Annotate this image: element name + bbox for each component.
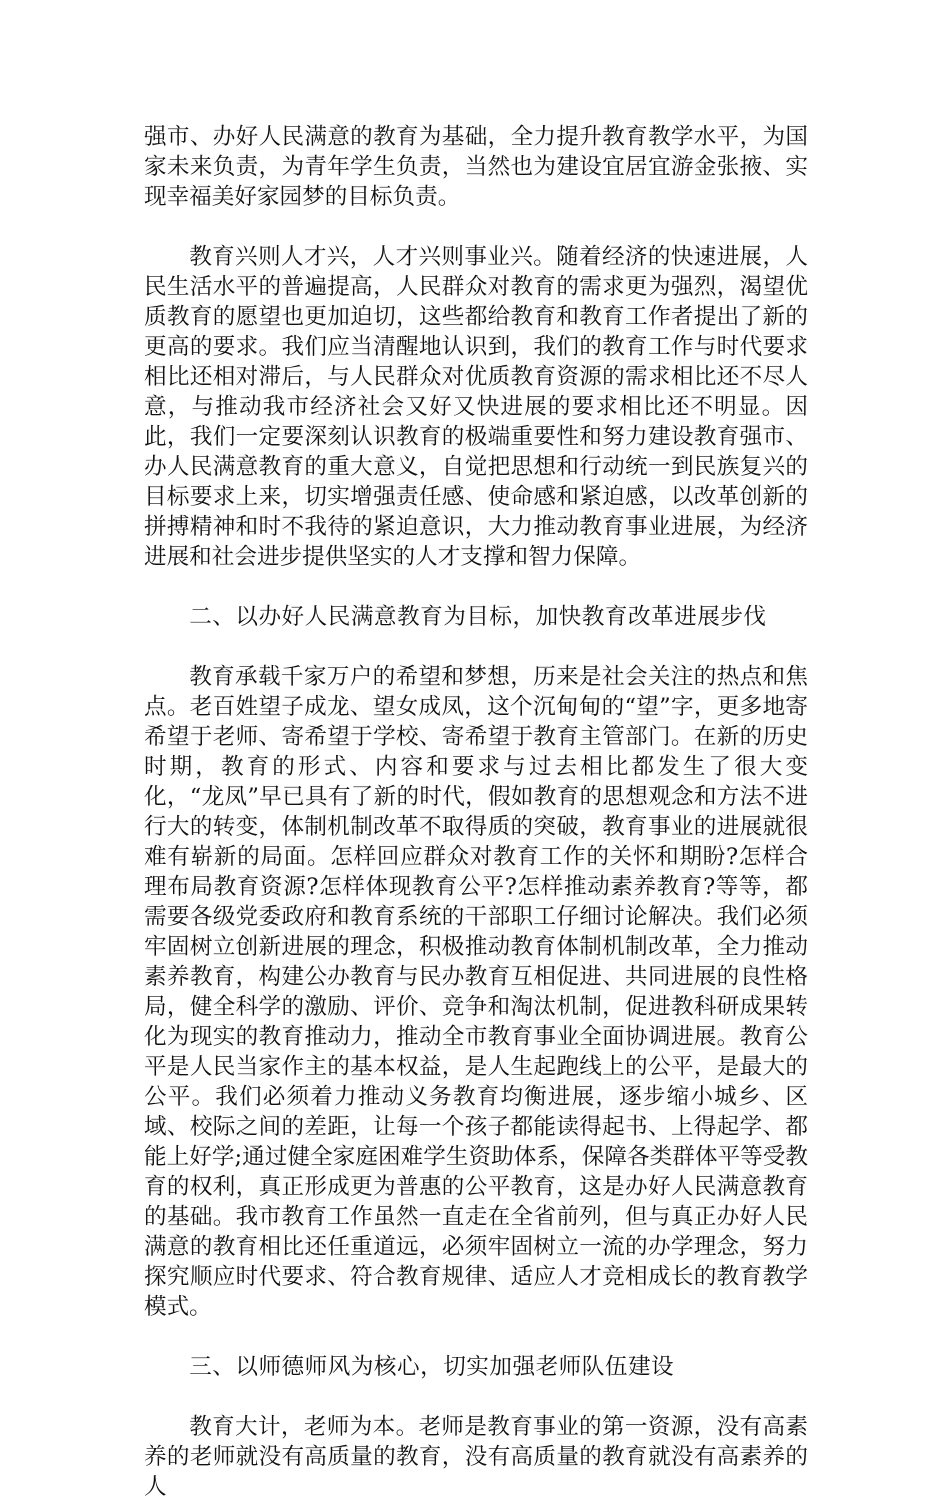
section-heading: 三、以师德师风为核心，切实加强老师队伍建设 [189,1354,675,1380]
body-paragraph: 教育承载千家万户的希望和梦想，历来是社会关注的热点和焦点。老百姓望子成龙、望女成凤，这个沉甸甸的“望”字，更多地寄希望于老师、寄希望于学校、寄希望于教育主管部门。在新的历史时期，教育的形式、内容和要求与过去相比都发生了很大变化，“龙凤”早已具有了新的时代，假如教育的思想观念和方法不进行大的转变，体制机制改革不取得质的突破，教育事业的进展就很难有崭新的局面。怎样回应群众对教育工作的关怀和期盼?怎样合理布局教育资源?怎样体现教育公平?怎样推动素养教育?等等，都需要各级党委政府和教育系统的干部职工仔细讨论解决。我们必须牢固树立创新进展的理念，积极推动教育体制机制改革，全力推动素养教育，构建公办教育与民办教育互相促进、共同进展的良性格局，健全科学的激励、评价、竞争和淘汰机制，促进教科研成果转化为现实的教育推动力，推动全市教育事业全面协调进展。教育公平是人民当家作主的基本权益，是人生起跑线上的公平，是最大的公平。我们必须着力推动义务教育均衡进展，逐步缩小城乡、区域、校际之间的差距，让每一个孩子都能读得起书、上得起学、都能上好学;通过健全家庭困难学生资助体系，保障各类群体平等受教育的权利，真正形成更为普惠的公平教育，这是办好人民满意教育的基础。我市教育工作虽然一直走在全省前列，但与真正办好人民满意的教育相比还任重道远，必须牢固树立一流的办学理念，努力探究顺应时代要求、符合教育规律、适应人才竞相成长的教育教学模式。 [144,664,808,1320]
document-body [144,122,808,1502]
body-paragraph: 教育大计，老师为本。老师是教育事业的第一资源，没有高素养的老师就没有高质量的教育，没有高质量的教育就没有高素养的人 [144,1414,808,1500]
body-paragraph: 教育兴则人才兴，人才兴则事业兴。随着经济的快速进展，人民生活水平的普遍提高，人民群众对教育的需求更为强烈，渴望优质教育的愿望也更加迫切，这些都给教育和教育工作者提出了新的更高的要求。我们应当清醒地认识到，我们的教育工作与时代要求相比还相对滞后，与人民群众对优质教育资源的需求相比还不尽人意，与推动我市经济社会又好又快进展的要求相比还不明显。因此，我们一定要深刻认识教育的极端重要性和努力建设教育强市、办人民满意教育的重大意义，自觉把思想和行动统一到民族复兴的目标要求上来，切实增强责任感、使命感和紧迫感，以改革创新的拼搏精神和时不我待的紧迫意识，大力推动教育事业进展，为经济进展和社会进步提供坚实的人才支撑和智力保障。 [144,244,808,570]
body-paragraph: 强市、办好人民满意的教育为基础，全力提升教育教学水平，为国家未来负责，为青年学生负责，当然也为建设宜居宜游金张掖、实现幸福美好家园梦的目标负责。 [144,124,808,210]
section-heading: 二、以办好人民满意教育为目标，加快教育改革进展步伐 [189,604,767,630]
